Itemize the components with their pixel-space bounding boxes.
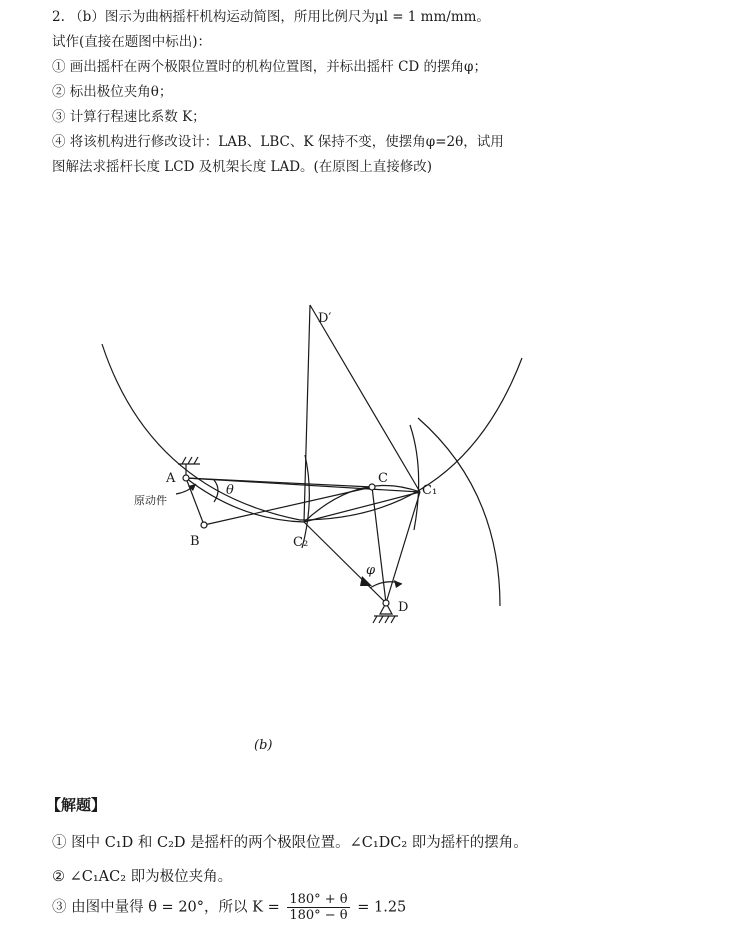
solution-title: 【解题】	[46, 796, 107, 814]
joint-b	[201, 522, 207, 528]
rocker-arc	[418, 418, 500, 606]
joint-c	[369, 484, 375, 490]
ground-a	[178, 457, 200, 478]
figure-caption: (b)	[254, 738, 273, 753]
question-line-3: ① 画出摇杆在两个极限位置时的机构位置图，并标出摇杆 CD 的摆角φ；	[52, 59, 487, 75]
solution-line-2: ② ∠C₁AC₂ 即为极位夹角。	[52, 869, 233, 885]
label-c2: C₂	[293, 535, 309, 550]
phi-arrowhead	[394, 580, 402, 588]
label-c1: C₁	[422, 483, 438, 498]
k-formula-denominator: 180° − θ	[289, 908, 348, 923]
joint-a	[183, 475, 189, 481]
solution-line-3	[52, 892, 406, 923]
question-line-7: 图解法求摇杆长度 LCD 及机架长度 LAD。(在原图上直接修改)	[52, 159, 433, 175]
rocker-c1-d	[386, 492, 420, 603]
k-formula-result: = 1.25	[357, 899, 407, 916]
k-formula-numerator: 180° + θ	[289, 892, 348, 907]
label-a: A	[166, 471, 176, 486]
label-phi: φ	[366, 563, 376, 578]
question-line-4: ② 标出极位夹角θ；	[52, 84, 173, 100]
joint-d	[383, 600, 389, 606]
question-line-2: 试作(直接在题图中标出)：	[52, 34, 212, 50]
k-formula-fraction	[287, 892, 349, 923]
line-a-c	[186, 478, 372, 487]
question-line-5: ③ 计算行程速比系数 K；	[52, 109, 206, 125]
question-line-1: 2. （b）图示为曲柄摇杆机构运动简图，所用比例尺为μl = 1 mm/mm。	[52, 9, 490, 25]
label-c: C	[378, 471, 388, 486]
label-d: D	[398, 600, 409, 615]
label-d-prime: D′	[318, 311, 332, 326]
label-drive: 原动件	[134, 494, 167, 507]
solution-line-3-text: ③ 由图中量得 θ = 20°，所以 K =	[52, 899, 280, 916]
label-b: B	[190, 534, 200, 549]
question-line-6: ④ 将该机构进行修改设计：LAB、LBC、K 保持不变，使摆角φ=2θ，试用	[52, 134, 504, 150]
line-dprime-c1	[310, 305, 420, 492]
label-theta: θ	[226, 483, 234, 498]
solution-line-1: ① 图中 C₁D 和 C₂D 是摇杆的两个极限位置。∠C₁DC₂ 即为摇杆的摆角。	[52, 835, 528, 851]
